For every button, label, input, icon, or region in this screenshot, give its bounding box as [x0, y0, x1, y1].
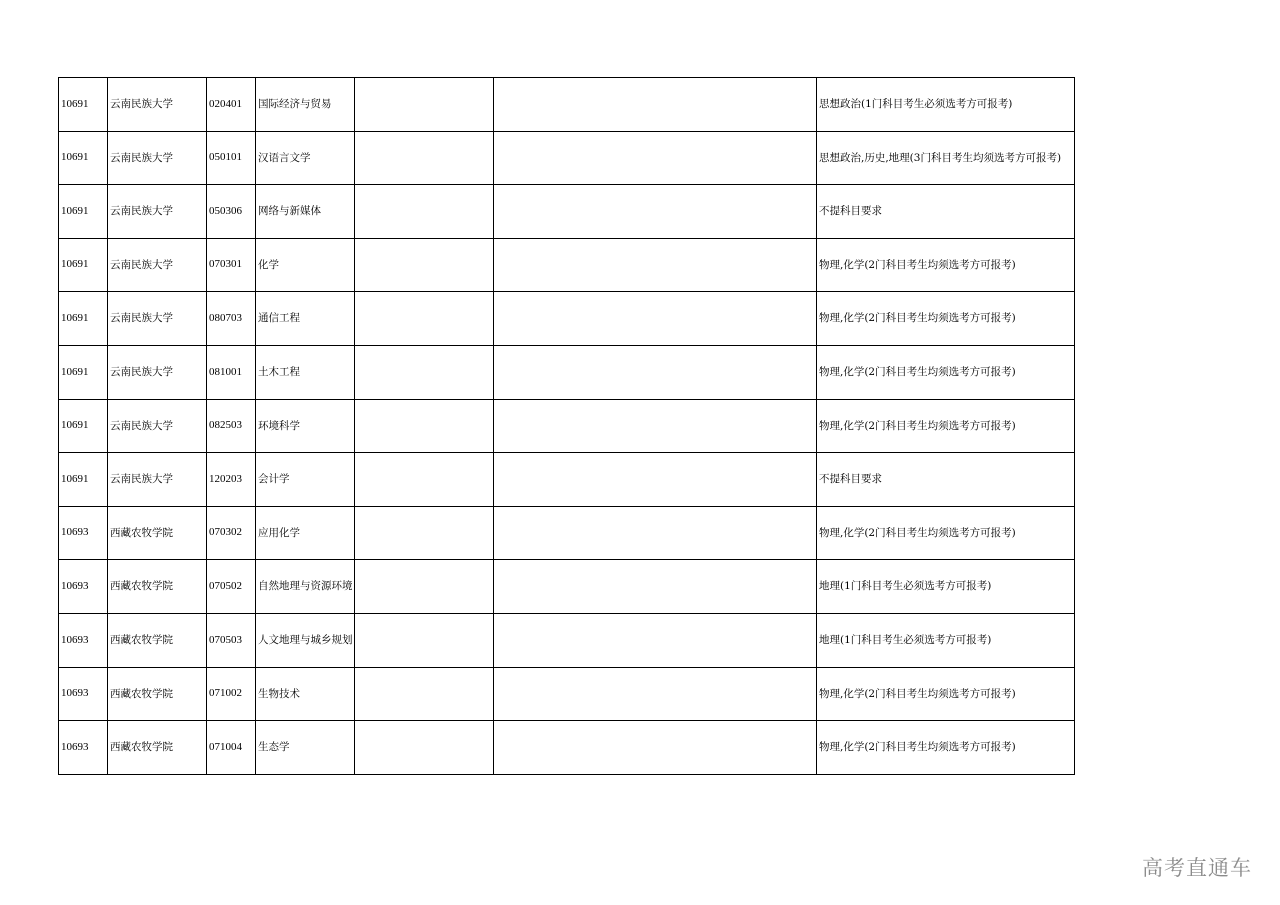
major-code-cell: 070502: [207, 560, 256, 614]
empty-cell: [355, 721, 494, 775]
major-code-cell: 070301: [207, 238, 256, 292]
table-row: [59, 78, 1075, 132]
empty-cell: [355, 667, 494, 721]
major-code-cell: 050101: [207, 131, 256, 185]
empty-cell: [494, 292, 817, 346]
subject-requirement-cell: 物理,化学(2门科目考生均须选考方可报考): [817, 345, 1075, 399]
empty-cell: [494, 506, 817, 560]
empty-cell: [494, 78, 817, 132]
table-row: [59, 345, 1075, 399]
subject-requirement-cell: 不提科目要求: [817, 185, 1075, 239]
school-code-cell: 10691: [59, 292, 108, 346]
major-name-cell: 化学: [256, 238, 355, 292]
major-name-cell: 生态学: [256, 721, 355, 775]
major-name-cell: 生物技术: [256, 667, 355, 721]
major-code-cell: 082503: [207, 399, 256, 453]
empty-cell: [494, 721, 817, 775]
school-name-cell: 西藏农牧学院: [108, 613, 207, 667]
school-name-cell: 云南民族大学: [108, 238, 207, 292]
subject-requirement-cell: 地理(1门科目考生必须选考方可报考): [817, 560, 1075, 614]
school-code-cell: 10691: [59, 399, 108, 453]
school-code-cell: 10691: [59, 185, 108, 239]
school-name-cell: 西藏农牧学院: [108, 721, 207, 775]
empty-cell: [355, 453, 494, 507]
school-code-cell: 10691: [59, 453, 108, 507]
major-code-cell: 020401: [207, 78, 256, 132]
major-code-cell: 120203: [207, 453, 256, 507]
table-row: [59, 506, 1075, 560]
requirements-table: [58, 77, 1075, 775]
table-body: [59, 78, 1075, 775]
major-name-cell: 会计学: [256, 453, 355, 507]
major-code-cell: 071002: [207, 667, 256, 721]
table-row: [59, 721, 1075, 775]
empty-cell: [355, 506, 494, 560]
empty-cell: [355, 78, 494, 132]
empty-cell: [494, 238, 817, 292]
school-name-cell: 云南民族大学: [108, 399, 207, 453]
empty-cell: [355, 560, 494, 614]
table-row: [59, 399, 1075, 453]
major-name-cell: 网络与新媒体: [256, 185, 355, 239]
major-name-cell: 应用化学: [256, 506, 355, 560]
empty-cell: [494, 613, 817, 667]
school-code-cell: 10693: [59, 613, 108, 667]
school-name-cell: 云南民族大学: [108, 78, 207, 132]
empty-cell: [494, 131, 817, 185]
empty-cell: [494, 667, 817, 721]
empty-cell: [355, 185, 494, 239]
major-name-cell: 土木工程: [256, 345, 355, 399]
school-name-cell: 西藏农牧学院: [108, 506, 207, 560]
major-name-cell: 环境科学: [256, 399, 355, 453]
major-name-cell: 汉语言文学: [256, 131, 355, 185]
empty-cell: [355, 613, 494, 667]
school-code-cell: 10691: [59, 78, 108, 132]
major-name-cell: 国际经济与贸易: [256, 78, 355, 132]
subject-requirement-cell: 物理,化学(2门科目考生均须选考方可报考): [817, 399, 1075, 453]
empty-cell: [355, 345, 494, 399]
school-name-cell: 云南民族大学: [108, 185, 207, 239]
school-name-cell: 西藏农牧学院: [108, 667, 207, 721]
table-row: [59, 613, 1075, 667]
subject-requirement-cell: 思想政治(1门科目考生必须选考方可报考): [817, 78, 1075, 132]
empty-cell: [355, 238, 494, 292]
school-name-cell: 云南民族大学: [108, 345, 207, 399]
empty-cell: [494, 345, 817, 399]
major-code-cell: 070302: [207, 506, 256, 560]
school-code-cell: 10693: [59, 667, 108, 721]
empty-cell: [494, 185, 817, 239]
school-name-cell: 云南民族大学: [108, 453, 207, 507]
table-row: [59, 667, 1075, 721]
table-row: [59, 560, 1075, 614]
school-name-cell: 西藏农牧学院: [108, 560, 207, 614]
school-name-cell: 云南民族大学: [108, 131, 207, 185]
school-code-cell: 10691: [59, 238, 108, 292]
empty-cell: [494, 560, 817, 614]
major-code-cell: 071004: [207, 721, 256, 775]
school-code-cell: 10693: [59, 506, 108, 560]
subject-requirement-cell: 物理,化学(2门科目考生均须选考方可报考): [817, 721, 1075, 775]
school-name-cell: 云南民族大学: [108, 292, 207, 346]
school-code-cell: 10693: [59, 721, 108, 775]
major-code-cell: 081001: [207, 345, 256, 399]
subject-requirement-cell: 地理(1门科目考生必须选考方可报考): [817, 613, 1075, 667]
subject-requirement-cell: 思想政治,历史,地理(3门科目考生均须选考方可报考): [817, 131, 1075, 185]
major-code-cell: 080703: [207, 292, 256, 346]
major-name-cell: 通信工程: [256, 292, 355, 346]
school-code-cell: 10693: [59, 560, 108, 614]
school-code-cell: 10691: [59, 345, 108, 399]
table-row: [59, 292, 1075, 346]
table-row: [59, 453, 1075, 507]
major-code-cell: 070503: [207, 613, 256, 667]
major-name-cell: 自然地理与资源环境: [256, 560, 355, 614]
table-row: [59, 238, 1075, 292]
subject-requirement-cell: 物理,化学(2门科目考生均须选考方可报考): [817, 238, 1075, 292]
subject-requirement-cell: 物理,化学(2门科目考生均须选考方可报考): [817, 292, 1075, 346]
table-row: [59, 185, 1075, 239]
empty-cell: [355, 131, 494, 185]
empty-cell: [355, 399, 494, 453]
empty-cell: [494, 399, 817, 453]
empty-cell: [494, 453, 817, 507]
subject-requirement-cell: 物理,化学(2门科目考生均须选考方可报考): [817, 667, 1075, 721]
watermark-text: 高考直通车: [1142, 856, 1252, 880]
major-name-cell: 人文地理与城乡规划: [256, 613, 355, 667]
major-code-cell: 050306: [207, 185, 256, 239]
school-code-cell: 10691: [59, 131, 108, 185]
empty-cell: [355, 292, 494, 346]
subject-requirement-cell: 物理,化学(2门科目考生均须选考方可报考): [817, 506, 1075, 560]
table-row: [59, 131, 1075, 185]
subject-requirement-cell: 不提科目要求: [817, 453, 1075, 507]
